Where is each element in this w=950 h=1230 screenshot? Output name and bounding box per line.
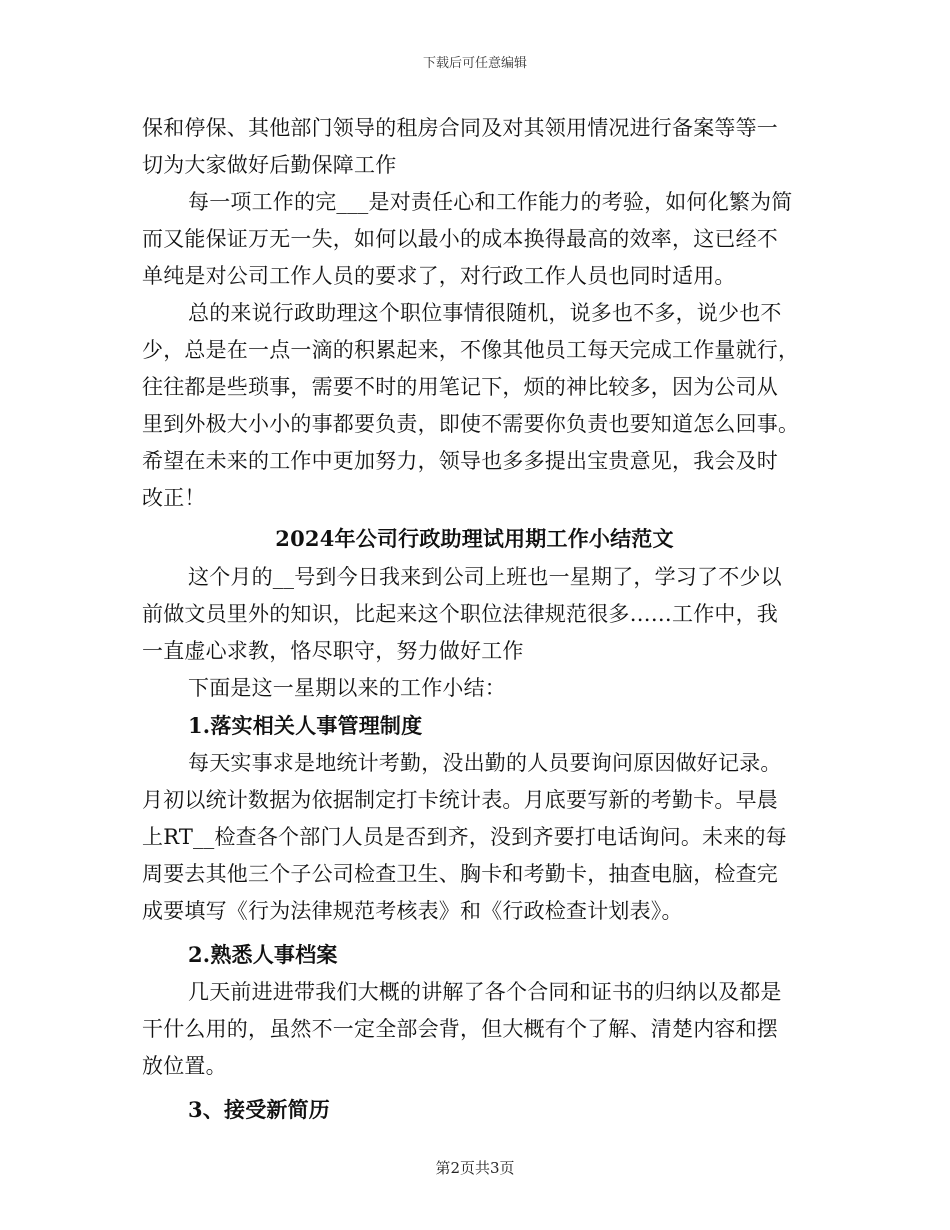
paragraph-line: 一直虚心求教，恪尽职守，努力做好工作: [142, 639, 524, 663]
paragraph-line: 改正！: [142, 486, 206, 510]
paragraph-line: 而又能保证万无一失，如何以最小的成本换得最高的效率，这已经不: [142, 227, 778, 251]
paragraph-line: 少，总是在一点一滴的积累起来，不像其他员工每天完成工作量就行，: [142, 338, 800, 362]
section-title: 2024年公司行政助理试用期工作小结范文: [275, 526, 674, 551]
paragraph-line: 放位置。: [142, 1054, 227, 1078]
paragraph-line: 周要去其他三个子公司检查卫生、胸卡和考勤卡，抽查电脑，检查完: [142, 862, 778, 886]
document-body: [142, 110, 807, 1129]
subheading-1: 1.落实相关人事管理制度: [188, 713, 423, 738]
paragraph-line: 几天前进进带我们大概的讲解了各个合同和证书的归纳以及都是: [188, 980, 782, 1004]
paragraph-line: 每一项工作的完___是对责任心和工作能力的考验，如何化繁为简: [188, 190, 793, 214]
paragraph-line: 往往都是些琐事，需要不时的用笔记下，烦的神比较多，因为公司从: [142, 375, 778, 399]
subheading-2: 2.熟悉人事档案: [188, 942, 338, 967]
paragraph-line: 下面是这一星期以来的工作小结：: [188, 676, 506, 700]
paragraph-line: 保和停保、其他部门领导的租房合同及对其领用情况进行备案等等一: [142, 116, 778, 140]
paragraph-line: 希望在未来的工作中更加努力，领导也多多提出宝贵意见，我会及时: [142, 449, 778, 473]
paragraph-line: 里到外极大小小的事都要负责，即使不需要你负责也要知道怎么回事。: [142, 412, 800, 436]
paragraph-line: 总的来说行政助理这个职位事情很随机，说多也不多，说少也不: [188, 301, 782, 325]
paragraph-line: 成要填写《行为法律规范考核表》和《行政检查计划表》。: [142, 899, 683, 923]
paragraph-line: 切为大家做好后勤保障工作: [142, 153, 397, 177]
paragraph-line: 单纯是对公司工作人员的要求了，对行政工作人员也同时适用。: [142, 264, 736, 288]
paragraph-line: 这个月的__号到今日我来到公司上班也一星期了，学习了不少以: [188, 565, 782, 589]
paragraph-line: 每天实事求是地统计考勤，没出勤的人员要询问原因做好记录。: [188, 751, 782, 775]
paragraph-line: 干什么用的，虽然不一定全部会背，但大概有个了解、清楚内容和摆: [142, 1017, 778, 1041]
paragraph-line: 上RT__检查各个部门人员是否到齐，没到齐要打电话询问。未来的每: [142, 825, 787, 849]
header-note: 下载后可任意编辑: [422, 56, 527, 71]
paragraph-line: 月初以统计数据为依据制定打卡统计表。月底要写新的考勤卡。早晨: [142, 788, 778, 812]
paragraph-line: 前做文员里外的知识，比起来这个职位法律规范很多……工作中，我: [142, 602, 778, 626]
subheading-3: 3、接受新简历: [188, 1097, 331, 1122]
page-footer: 第2页共3页: [435, 1159, 515, 1177]
